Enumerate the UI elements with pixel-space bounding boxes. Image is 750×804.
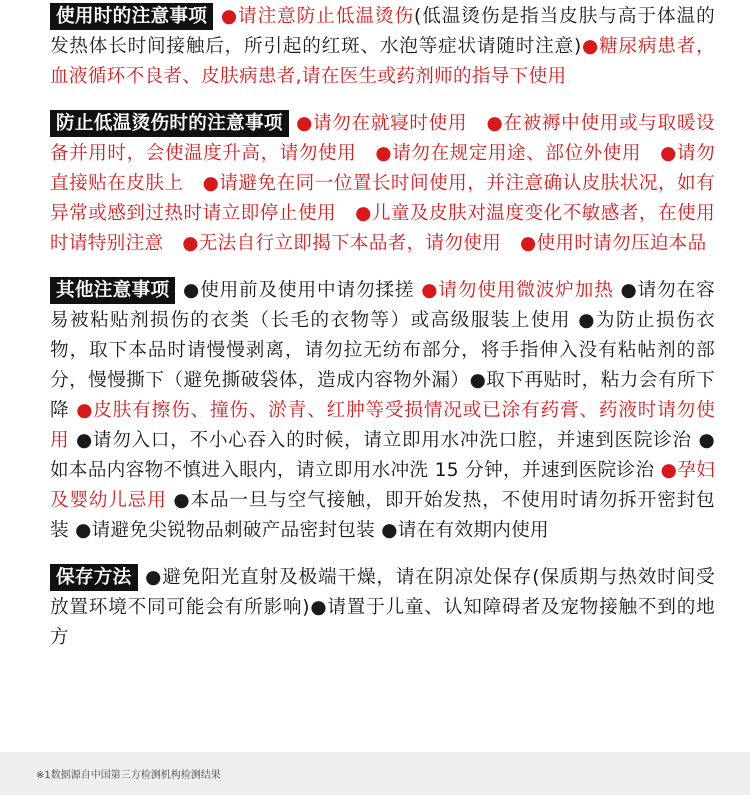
note-segment: ●本品一旦与空气接触，即开始发热，不使用时请勿拆开密封包装 ●请避免尖锐物品刺破产品密封包装 ●请在有效期内使用 (50, 490, 715, 541)
warning-segment: ●孕妇及婴幼儿忌用 (50, 460, 715, 511)
section-storage (50, 563, 715, 653)
note-segment: (低温烫伤是指当皮肤与高于体温的发热体长时间接触后，所引起的红斑、水泡等症状请随时注意) (50, 6, 715, 57)
section-usage-precautions (50, 2, 715, 92)
warning-segment: ●请勿使用微波炉加热 (421, 280, 614, 301)
footer-band (0, 752, 750, 795)
warning-segment: ●皮肤有擦伤、撞伤、淤青、红肿等受损情况或已涂有药膏、药液时请勿使用 (50, 400, 715, 451)
footnote: ※1数据源自中国第三方检测机构检测结果 (36, 770, 221, 781)
note-segment: ●请勿入口，不小心吞入的时候，请立即用水冲洗口腔，并速到医院诊治 ●如本品内容物不慎进入眼内，请立即用水冲洗 15 分钟，并速到医院诊治 (50, 430, 715, 481)
section-label: 使用时的注意事项 (50, 3, 213, 30)
section-label: 保存方法 (50, 564, 138, 591)
notice-content (50, 2, 715, 670)
note-segment: ●使用前及使用中请勿揉搓 (182, 280, 422, 301)
warning-segment: ●请注意防止低温烫伤 (220, 6, 415, 27)
note-segment: ●请勿在容易被粘贴剂损伤的衣类（长毛的衣物等）或高级服装上使用 ●为防止损伤衣物，取下本品时请慢慢剥离，请勿拉无纺布部分，将手指伸入没有粘帖剂的部分，慢慢撕下（避免撕破袋体，造成内容物外漏）●取下再贴时，粘力会有所下降 (50, 280, 715, 421)
warning-segment: ●糖尿病患者，血液循环不良者、皮肤病患者,请在医生或药剂师的指导下使用 (50, 36, 716, 87)
note-segment: ●避免阳光直射及极端干燥，请在阴凉处保存(保质期与热效时间受放置环境不同可能会有所影响)●请置于儿童、认知障碍者及宠物接触不到的地方 (50, 567, 715, 648)
section-other-precautions (50, 276, 715, 546)
section-label: 防止低温烫伤时的注意事项 (50, 110, 289, 137)
warning-segment: ●请勿在就寝时使用 ●在被褥中使用或与取暖设备并用时，会使温度升高，请勿使用 ●请勿在规定用途、部位外使用 ●请勿直接贴在皮肤上 ●请避免在同一位置长时间使用，并注意确认皮肤状况，如有异常或感到过热时请立即停止使用 ●儿童及皮肤对温度变化不敏感者，在使用时请特别注意 ●无法自行立即揭下本品者，请勿使用 ●使用时请勿压迫本品 (50, 113, 715, 254)
section-low-temp-burn-prevention (50, 109, 715, 259)
section-label: 其他注意事项 (50, 277, 175, 304)
